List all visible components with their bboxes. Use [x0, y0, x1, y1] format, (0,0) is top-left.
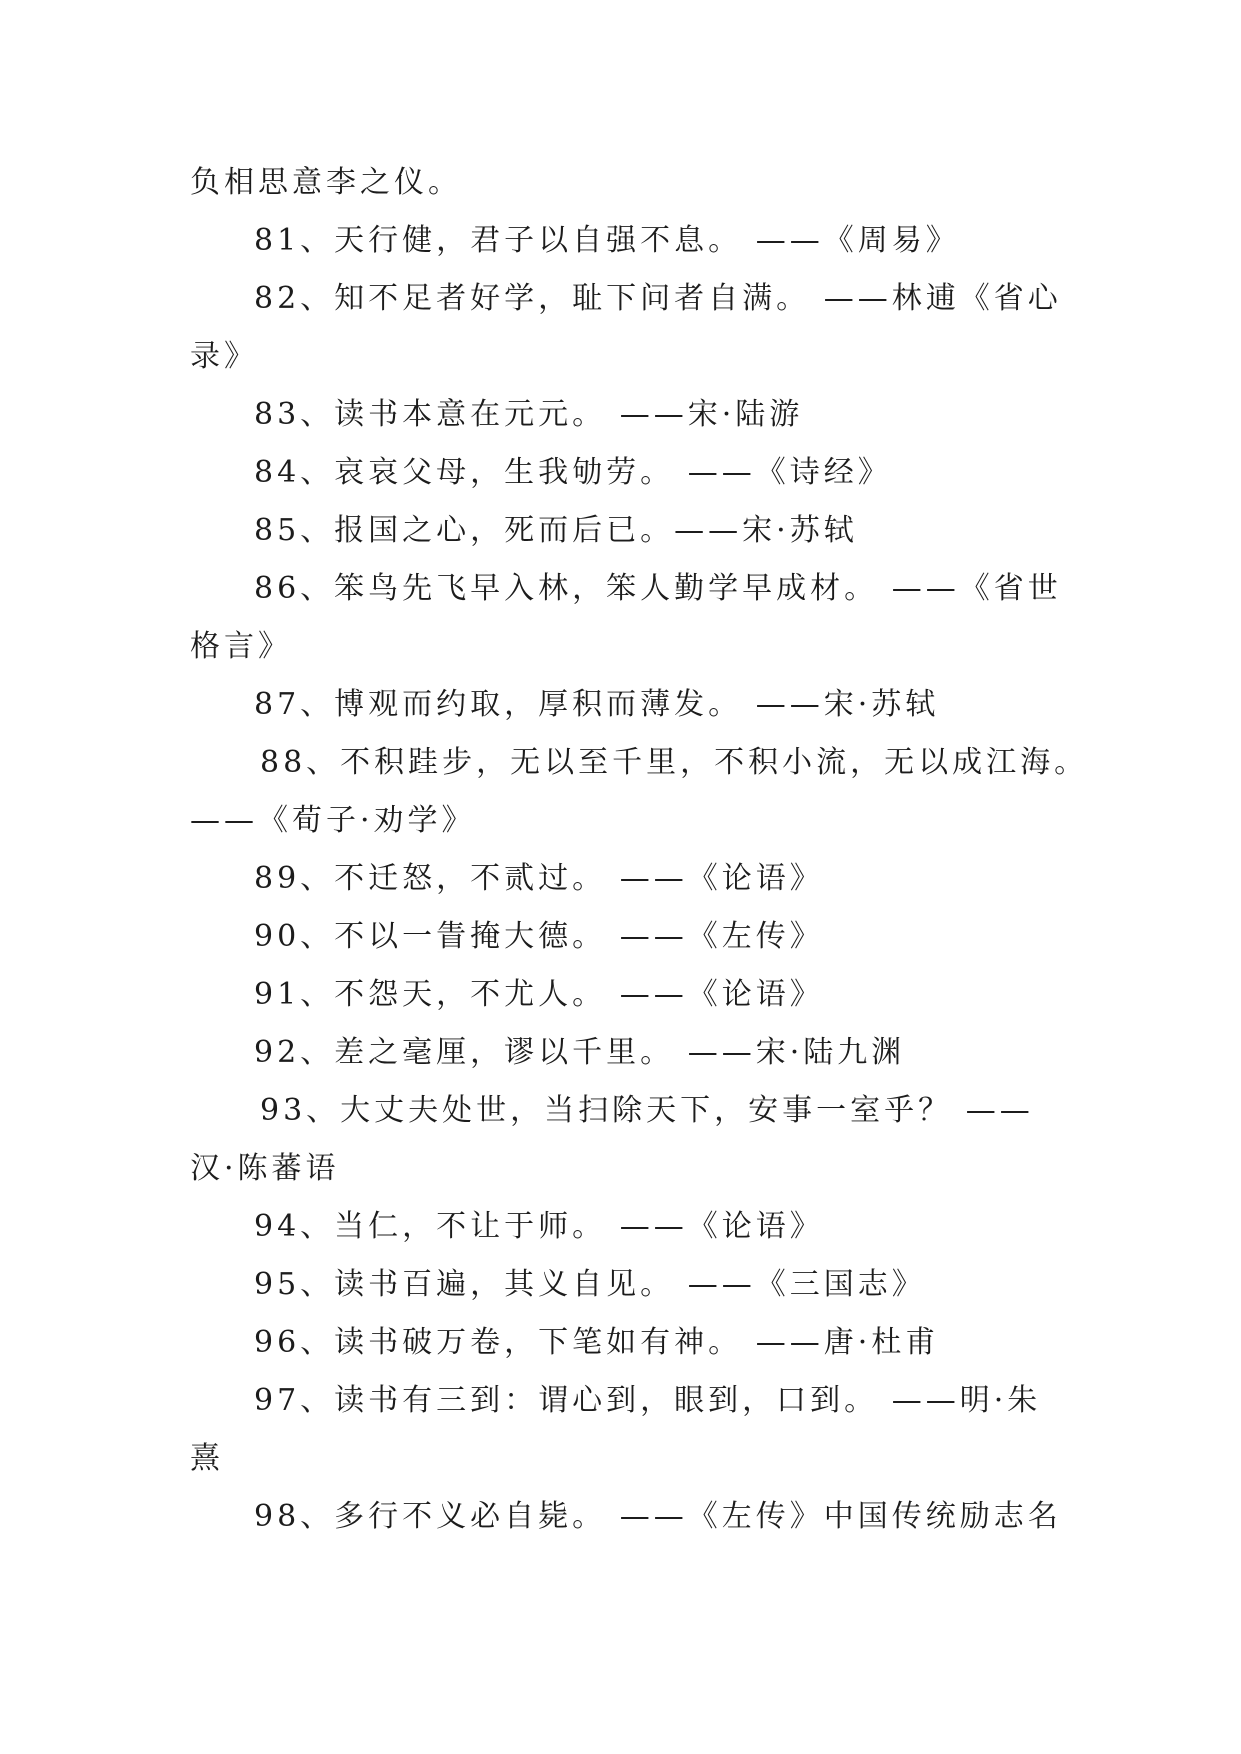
quote-98: 98、多行不义必自毙。 ——《左传》中国传统励志名	[254, 1499, 1062, 1534]
quote-93-continued: 汉·陈蕃语	[190, 1151, 340, 1186]
quote-85: 85、报国之心，死而后已。——宋·苏轼	[254, 513, 858, 548]
quote-84: 84、哀哀父母，生我劬劳。 ——《诗经》	[254, 455, 892, 490]
quote-88: 88、不积跬步，无以至千里，不积小流，无以成江海。	[260, 745, 1089, 780]
quote-90: 90、不以一眚掩大德。 ——《左传》	[254, 919, 824, 954]
quote-82: 82、知不足者好学，耻下问者自满。 ——林逋《省心	[254, 281, 1062, 316]
quote-94: 94、当仁，不让于师。 ——《论语》	[254, 1209, 824, 1244]
text-line: 负相思意李之仪。	[190, 165, 462, 200]
quote-82-continued: 录》	[190, 339, 258, 374]
quote-97-continued: 熹	[190, 1441, 224, 1476]
quote-86-continued: 格言》	[190, 629, 292, 664]
quote-95: 95、读书百遍，其义自见。 ——《三国志》	[254, 1267, 926, 1302]
quote-92: 92、差之毫厘，谬以千里。 ——宋·陆九渊	[254, 1035, 906, 1070]
quote-list	[190, 154, 1089, 1546]
quote-87: 87、博观而约取，厚积而薄发。 ——宋·苏轼	[254, 687, 940, 722]
quote-96: 96、读书破万卷，下笔如有神。 ——唐·杜甫	[254, 1325, 940, 1360]
quote-86: 86、笨鸟先飞早入林，笨人勤学早成材。 ——《省世	[254, 571, 1062, 606]
quote-97: 97、读书有三到：谓心到，眼到，口到。 ——明·朱	[254, 1383, 1042, 1418]
quote-89: 89、不迁怒，不贰过。 ——《论语》	[254, 861, 824, 896]
quote-81: 81、天行健，君子以自强不息。 ——《周易》	[254, 223, 960, 258]
quote-93: 93、大丈夫处世，当扫除天下，安事一室乎？ ——	[260, 1093, 1034, 1128]
quote-83: 83、读书本意在元元。 ——宋·陆游	[254, 397, 804, 432]
quote-91: 91、不怨天，不尤人。 ——《论语》	[254, 977, 824, 1012]
quote-88-continued: ——《荀子·劝学》	[190, 803, 476, 838]
